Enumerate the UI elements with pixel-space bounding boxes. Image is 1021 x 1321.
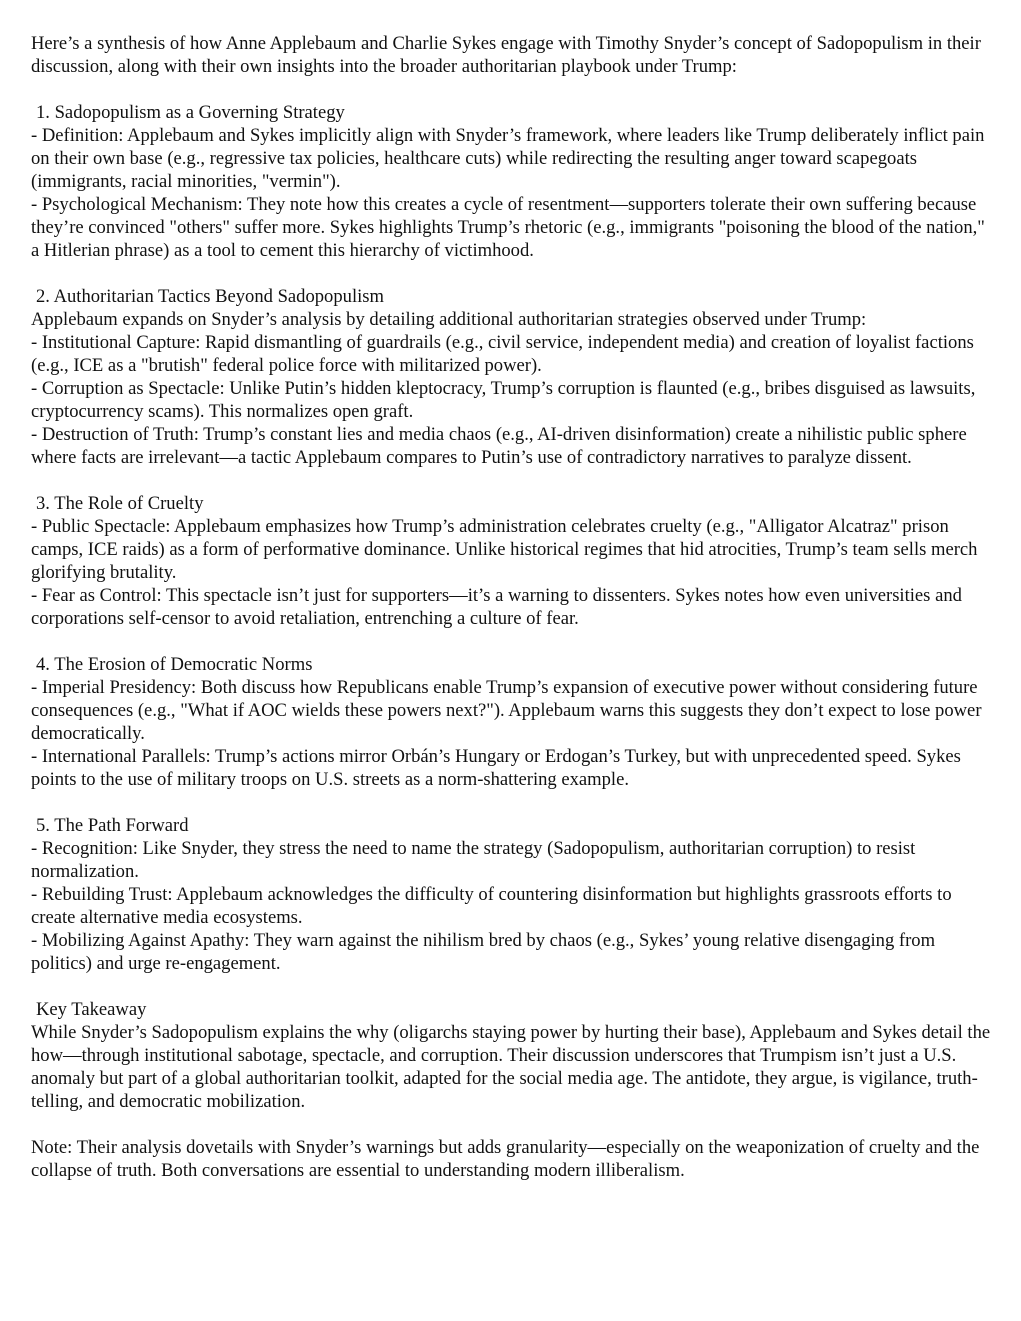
spacer	[31, 78, 996, 101]
closing-note: Note: Their analysis dovetails with Snyder’s warnings but adds granularity—especially on the weaponization of cruelty and the collapse of truth. Both conversations are essential to understanding modern illiberalism.	[31, 1137, 980, 1181]
section-heading: 5. The Path Forward	[36, 815, 189, 836]
section-lead: Applebaum expands on Snyder’s analysis by detailing additional authoritarian strategies observed under Trump:	[31, 309, 867, 330]
spacer	[31, 791, 996, 814]
section-heading: 2. Authoritarian Tactics Beyond Sadopopulism	[36, 286, 384, 307]
section-heading: 3. The Role of Cruelty	[36, 493, 204, 514]
takeaway-heading: Key Takeaway	[36, 999, 147, 1020]
spacer	[31, 975, 996, 998]
spacer	[31, 1113, 996, 1136]
section-point: - Rebuilding Trust: Applebaum acknowledges the difficulty of countering disinformation but highlights grassroots efforts to create alternative media ecosystems.	[31, 884, 952, 928]
section-point: - Recognition: Like Snyder, they stress the need to name the strategy (Sadopopulism, authoritarian corruption) to resist normalization.	[31, 838, 916, 882]
spacer	[31, 630, 996, 653]
section-point: - Institutional Capture: Rapid dismantling of guardrails (e.g., civil service, independent media) and creation of loyalist factions (e.g., ICE as a "brutish" federal police force with militarized power).	[31, 332, 974, 376]
section-point: - Definition: Applebaum and Sykes implicitly align with Snyder’s framework, where leaders like Trump deliberately inflict pain on their own base (e.g., regressive tax policies, healthcare cuts) while redirecting the resulting anger toward scapegoats (immigrants, racial minorities, "vermin").	[31, 125, 985, 192]
spacer	[31, 262, 996, 285]
section-point: - Psychological Mechanism: They note how this creates a cycle of resentment—supporters tolerate their own suffering because they’re convinced "others" suffer more. Sykes highlights Trump’s rhetoric (e.g., immigrants "poisoning the blood of the nation," a Hitlerian phrase) as a tool to cement this hierarchy of victimhood.	[31, 194, 985, 261]
section-point: - Destruction of Truth: Trump’s constant lies and media chaos (e.g., AI-driven disinformation) create a nihilistic public sphere where facts are irrelevant—a tactic Applebaum compares to Putin’s use of contradictory narratives to paralyze dissent.	[31, 424, 967, 468]
section-point: - Mobilizing Against Apathy: They warn against the nihilism bred by chaos (e.g., Sykes’ young relative disengaging from politics) and urge re-engagement.	[31, 930, 936, 974]
section-point: - International Parallels: Trump’s actions mirror Orbán’s Hungary or Erdogan’s Turkey, but with unprecedented speed. Sykes points to the use of military troops on U.S. streets as a norm-shattering example.	[31, 746, 961, 790]
section-point: - Imperial Presidency: Both discuss how Republicans enable Trump’s expansion of executive power without considering future consequences (e.g., "What if AOC wields these powers next?"). Applebaum warns this suggests they don’t expect to lose power democratically.	[31, 677, 982, 744]
document-body	[31, 32, 996, 1182]
spacer	[31, 469, 996, 492]
intro-paragraph: Here’s a synthesis of how Anne Applebaum and Charlie Sykes engage with Timothy Snyder’s concept of Sadopopulism in their discussion, along with their own insights into the broader authoritarian playbook under Trump:	[31, 33, 981, 77]
section-heading: 1. Sadopopulism as a Governing Strategy	[36, 102, 345, 123]
takeaway-body: While Snyder’s Sadopopulism explains the why (oligarchs staying power by hurting their base), Applebaum and Sykes detail the how—through institutional sabotage, spectacle, and corruption. Their discussion underscores that Trumpism isn’t just a U.S. anomaly but part of a global authoritarian toolkit, adapted for the social media age. The antidote, they argue, is vigilance, truth-telling, and democratic mobilization.	[31, 1022, 991, 1112]
section-heading: 4. The Erosion of Democratic Norms	[36, 654, 313, 675]
section-point: - Public Spectacle: Applebaum emphasizes how Trump’s administration celebrates cruelty (e.g., "Alligator Alcatraz" prison camps, ICE raids) as a form of performative dominance. Unlike historical regimes that hid atrocities, Trump’s team sells merch glorifying brutality.	[31, 516, 978, 583]
section-point: - Corruption as Spectacle: Unlike Putin’s hidden kleptocracy, Trump’s corruption is flaunted (e.g., bribes disguised as lawsuits, cryptocurrency scams). This normalizes open graft.	[31, 378, 976, 422]
section-point: - Fear as Control: This spectacle isn’t just for supporters—it’s a warning to dissenters. Sykes notes how even universities and corporations self-censor to avoid retaliation, entrenching a culture of fear.	[31, 585, 962, 629]
